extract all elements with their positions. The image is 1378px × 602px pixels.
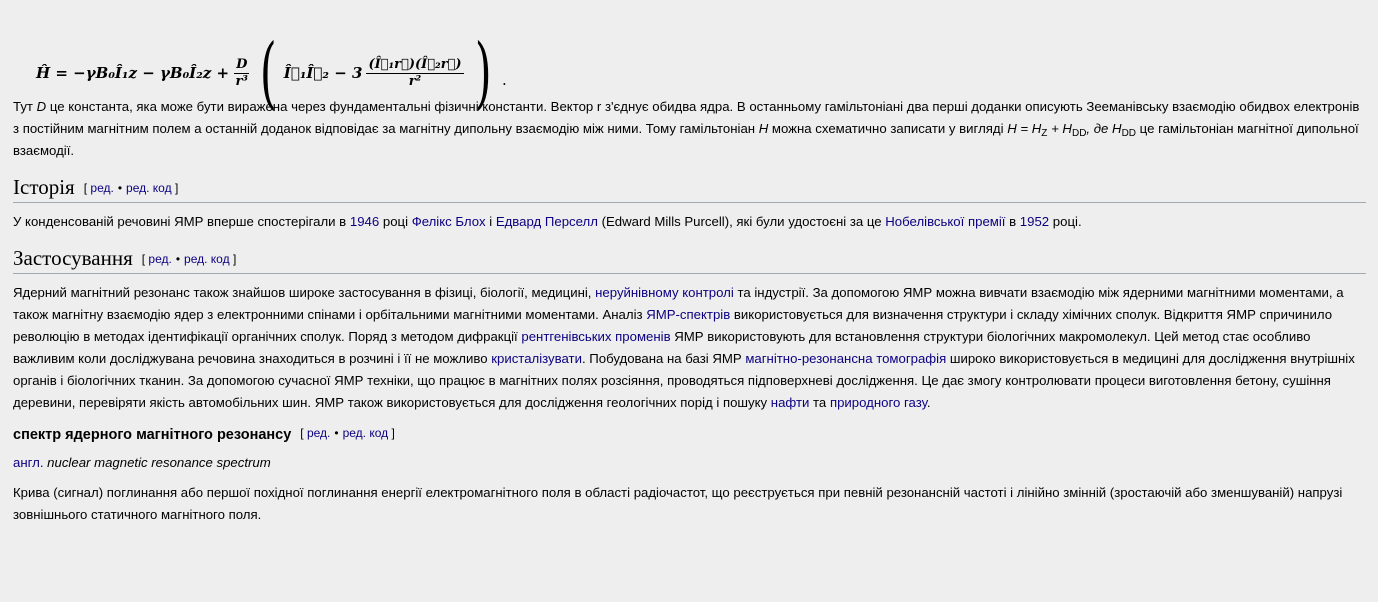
right-paren: ) <box>474 28 492 118</box>
formula-inner-num: (Î⃗₁r⃗)(Î⃗₂r⃗) <box>368 56 462 72</box>
link-edward-purcell[interactable]: Едвард Перселл <box>495 214 598 229</box>
link-nobel-prize[interactable]: Нобелівської премії <box>885 214 1006 229</box>
applications-edit-link[interactable]: ред. <box>148 252 172 266</box>
intro-paragraph: Тут D це константа, яка може бути виражена через фундаментальні фізичні константи. Вектор r з'єднує обидва ядра. В останньому гамільтоніані два перші доданки описують Зееманівську взаємодію обидвох електронів з постійним магнітним полем а останній доданок відповідає за магнітну дипольну взаємодію між ними. Тому гамільтоніан H можна схематично записати у вигляді $H = H_Z + H_{DD}$, де $H_{DD}$ це гамільтоніан магнітної дипольної взаємодії. <box>13 99 1360 158</box>
formula-inner <box>284 57 468 90</box>
left-paren: ( <box>260 28 277 118</box>
link-nmr-spectra[interactable]: ЯМР-спектрів <box>646 307 731 322</box>
formula-inner-a: Î⃗₁Î⃗₂ − 3 <box>283 64 363 82</box>
link-felix-bloch[interactable]: Фелікс Блох <box>411 214 486 229</box>
link-mri[interactable]: магнітно-резонансна томографія <box>745 351 947 366</box>
spectrum-edit-link[interactable]: ред. <box>306 426 331 440</box>
link-1952[interactable]: 1952 <box>1019 214 1050 229</box>
spectrum-english-term: англ. nuclear magnetic resonance spectrum <box>13 455 271 470</box>
spectrum-definition: Крива (сигнал) поглинання або першої похідної поглинання енергії електромагнітного поля в області радіочастот, що реєструється при певній резонансній частоті і лінійно змінній (зростаючій або зменшуваній) напрузі зовнішнього статичного магнітного поля. <box>13 485 1343 522</box>
formula-frac-num: D <box>236 56 248 72</box>
formula-end: . <box>501 71 507 89</box>
history-edit-source-link[interactable]: ред. код <box>126 181 172 195</box>
section-heading-applications: Застосування [ ред. • ред. код ] <box>13 245 1366 274</box>
applications-paragraph: Ядерний магнітний резонанс також знайшов широке застосування в фізиці, біології, медицині, неруйнівному контролі та індустрії. За допомогою ЯМР можна вивчати взаємодію між ядерними магнітними моментами, а також магнітну взаємодію ядер з електронними спінами і орбітальними магнітними моментами. Аналіз ЯМР-спектрів використовується для визначення структури і складу хімічних сполук. Відкриття ЯМР спричинило революцію в методах ідентифікації органічних сполук. Поряд з методом дифракції рентгенівських променів ЯМР використовують для встановлення структури біологічних макромолекул. Цей метод стає особливо важливим коли досліджувана речовина знаходиться в розчині і її не можливо кристалізувати. Побудована на базі ЯМР магнітно-резонансна томографія широко використовується в медицині для дослідження внутрішніх органів і біологічних тканин. За допомогою сучасної ЯМР техніки, що працює в магнітних полях розсіяння, проводяться підповерхневі дослідження. Це дає змогу контролювати процеси виготовлення бетону, сушіння деревини, перевіряти якість автомобільних шин. ЯМР також використовується для дослідження геологічних порід і пошуку нафти та природного газу. <box>13 285 1355 410</box>
formula-inner-fraction <box>366 57 463 90</box>
section-heading-spectrum: спектр ядерного магнітного резонансу [ ред. • ред. код ] <box>13 426 395 443</box>
link-english[interactable]: англ. <box>13 455 44 470</box>
link-nondestructive-testing[interactable]: неруйнівному контролі <box>595 285 734 300</box>
history-paragraph: У конденсованій речовині ЯМР вперше спостерігали в 1946 році Фелікс Блох і Едвард Перселл (Edward Mills Purcell), які були удостоєні за це Нобелівської премії в 1952 році. <box>13 214 1082 229</box>
link-oil[interactable]: нафти <box>770 395 810 410</box>
formula-lhs: Ĥ = −γB₀Î₁z − γB₀Î₂z + <box>36 64 230 82</box>
applications-edit-links: [ ред. • ред. код ] <box>141 252 237 266</box>
spectrum-edit-source-link[interactable]: ред. код <box>342 426 389 440</box>
link-natural-gas[interactable]: природного газу <box>829 395 927 410</box>
formula-inner-den: r² <box>408 73 422 89</box>
link-x-rays[interactable]: рентгенівських променів <box>521 329 671 344</box>
applications-edit-source-link[interactable]: ред. код <box>184 252 230 266</box>
formula-frac-den: r³ <box>235 73 248 89</box>
formula-fraction <box>234 57 249 90</box>
section-heading-history: Історія [ ред. • ред. код ] <box>13 174 1366 203</box>
history-edit-links: [ ред. • ред. код ] <box>83 181 179 195</box>
spectrum-edit-links: [ ред. • ред. код ] <box>300 426 395 440</box>
link-1946[interactable]: 1946 <box>349 214 380 229</box>
link-crystallize[interactable]: кристалізувати <box>491 351 582 366</box>
history-edit-link[interactable]: ред. <box>90 181 114 195</box>
hamiltonian-formula <box>35 0 1366 118</box>
